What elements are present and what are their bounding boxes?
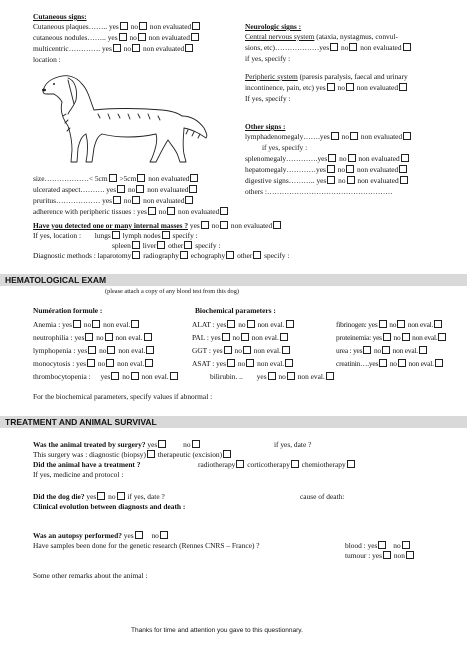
anemia-no-checkbox[interactable] [92,320,100,328]
thanks-footer: Thanks for time and attention you gave to this questionnary. [131,627,303,634]
pal-no-checkbox[interactable] [241,333,249,341]
other-signs-title: Other signs : [245,122,286,131]
digestive-ne-checkbox[interactable] [400,176,408,184]
pns-ne-checkbox[interactable] [399,83,407,91]
lymph-yes-checkbox[interactable] [331,132,339,140]
cns-line1: Central nervous system (ataxia, nystagmus, convul- [245,32,398,41]
pal-yes-checkbox[interactable] [222,333,230,341]
lymphopenia-yes-checkbox[interactable] [88,346,96,354]
fibrinogen-ne-checkbox[interactable] [434,320,442,328]
spleno-yes-checkbox[interactable] [328,154,336,162]
alat-row: ALAT : yes no non eval. [192,320,295,329]
creatinin-row: creatinin….yes no non eval. [336,359,444,368]
pns-line1: Peripheric system (paresis paralysis, faecal and urinary [245,72,408,81]
size-ne-checkbox[interactable] [190,174,198,182]
diagnostic-methods-row: Diagnostic methods : laparotomy radiography echography other specify : [33,251,290,260]
liver-checkbox[interactable] [157,241,165,249]
blood-yes-checkbox[interactable] [378,541,386,549]
proteinemia-ne-checkbox[interactable] [438,333,446,341]
lymphadenomegaly-row: lymphadenomegaly…….yes no non evaluated [245,132,412,141]
lymphopenia-row: lymphopenia : yes no non eval. [33,346,155,355]
surgery-row: Was the animal treated by surgery? yes no [33,440,201,449]
pns-if-yes: If yes, specify : [245,94,291,103]
blood-no-checkbox[interactable] [402,541,410,549]
pal-row: PAL : yes no non eval. [192,333,289,342]
ulcerated-ne-checkbox[interactable] [189,185,197,193]
internal-masses-row: Have you detected one or many internal masses ? yes no non evaluated [33,221,282,230]
surgery-no-checkbox[interactable] [192,440,200,448]
lymph-if-yes: if yes, specify : [262,143,308,152]
pns-line2: incontinence, pain, etc) yes no non evaluated [245,83,408,92]
thrombo-yes-checkbox[interactable] [111,372,119,380]
treatment-section-header: TREATMENT AND ANIMAL SURVIVAL [0,416,467,428]
neurologic-title: Neurologic signs : [245,22,302,31]
echography-checkbox[interactable] [226,251,234,259]
biochem-footer: For the biochemical parameters, specify values if abnormal : [33,392,213,401]
creatinin-no-checkbox[interactable] [398,359,406,367]
asat-ne-checkbox[interactable] [285,359,293,367]
fibrinogen-row: fibrinogen: yes no non eval. [336,320,443,329]
splenomegaly-row: splenomegaly………….yes no non evaluated [245,154,410,163]
alat-ne-checkbox[interactable] [286,320,294,328]
urea-yes-checkbox[interactable] [363,346,371,354]
thrombo-no-checkbox[interactable] [131,372,139,380]
anemia-row: Anemia : yes no non eval. [33,320,140,329]
bilirubin-ne-checkbox[interactable] [326,372,334,380]
ulcerated-no-checkbox[interactable] [136,185,144,193]
bilirubin-no-checkbox[interactable] [287,372,295,380]
plaques-yes-checkbox[interactable] [120,22,128,30]
laparotomy-checkbox[interactable] [132,251,140,259]
fibrinogen-yes-checkbox[interactable] [379,320,387,328]
lymph-no-checkbox[interactable] [350,132,358,140]
cns-if-yes: if yes, specify : [245,54,291,63]
cause-of-death: cause of death: [300,492,345,501]
digestive-no-checkbox[interactable] [347,176,355,184]
pal-ne-checkbox[interactable] [280,333,288,341]
spleno-ne-checkbox[interactable] [401,154,409,162]
thrombo-ne-checkbox[interactable] [170,372,178,380]
nodules-yes-checkbox[interactable] [119,33,127,41]
hepato-no-checkbox[interactable] [346,165,354,173]
lungs-checkbox[interactable] [112,231,120,239]
digestive-row: digestive signs……….. yes no non evaluated [245,176,409,185]
pruritus-ne-checkbox[interactable] [185,196,193,204]
alat-yes-checkbox[interactable] [227,320,235,328]
samples-question: Have samples been done for the genetic research (Rennes CNRS – France) ? [33,541,260,550]
pruritus-yes-checkbox[interactable] [113,196,121,204]
excision-checkbox[interactable] [223,450,231,458]
bilirubin-row: bilirubin. .. yes no non eval. [210,372,335,381]
size-row: size………………< 5cm >5cm non evaluated [33,174,199,183]
other-method-checkbox[interactable] [253,251,261,259]
cutaneous-location: location : [33,55,61,64]
cutaneous-title: Cutaneous signs: [33,12,87,21]
ulcerated-yes-checkbox[interactable] [117,185,125,193]
died-no-checkbox[interactable] [117,492,125,500]
monocytosis-row: monocytosis : yes no non eval. [33,359,154,368]
urea-row: urea : yes no non eval. [336,346,428,355]
asat-no-checkbox[interactable] [246,359,254,367]
lymph-ne-checkbox[interactable] [403,132,411,140]
spleno-no-checkbox[interactable] [348,154,356,162]
pruritus-no-checkbox[interactable] [132,196,140,204]
neutrophilia-yes-checkbox[interactable] [85,333,93,341]
nodules-no-checkbox[interactable] [138,33,146,41]
neutrophilia-row: neutrophilia : yes no non eval. [33,333,153,342]
anemia-yes-checkbox[interactable] [73,320,81,328]
surgery-date: if yes, date ? [274,440,312,449]
proteinemia-no-checkbox[interactable] [402,333,410,341]
died-row: Did the dog die? yes no if yes, date ? [33,492,165,501]
fibrinogen-no-checkbox[interactable] [397,320,405,328]
size-lt5-checkbox[interactable] [109,174,117,182]
urea-no-checkbox[interactable] [382,346,390,354]
radiotherapy-checkbox[interactable] [236,460,244,468]
blood-sample-row: blood : yes no [345,541,411,550]
hemato-note: (please attach a copy of any blood test from this dog) [105,288,239,295]
size-gt5-checkbox[interactable] [137,174,145,182]
clinical-evolution: Clinical evolution between diagnosts and death : [33,502,186,511]
ggt-row: GGT : yes no non eval. [192,346,291,355]
internal-yes-checkbox[interactable] [201,221,209,229]
proteinemia-row: proteinemia: yes no non eval. [336,333,447,342]
surgery-yes-checkbox[interactable] [158,440,166,448]
nodules-ne-checkbox[interactable] [191,33,199,41]
multicentric-ne-checkbox[interactable] [185,44,193,52]
treatment-options-row: radiotherapy corticotherapy chemiotherapy [198,460,356,469]
digestive-yes-checkbox[interactable] [327,176,335,184]
anemia-ne-checkbox[interactable] [131,320,139,328]
adherence-ne-checkbox[interactable] [220,207,228,215]
pruritus-row: pruritus……………… yes no non evaluated [33,196,194,205]
plaques-no-checkbox[interactable] [139,22,147,30]
hepato-yes-checkbox[interactable] [327,165,335,173]
pns-no-checkbox[interactable] [346,83,354,91]
autopsy-row: Was an autopsy performed? yes no [33,531,169,540]
creatinin-ne-checkbox[interactable] [435,359,443,367]
cutaneous-plaques-row: Cutaneous plaques…….. yes no non evaluated [33,22,201,31]
others-row: others :…………………………………………… [245,187,393,196]
cns-ne-checkbox[interactable] [403,43,411,51]
bilirubin-yes-checkbox[interactable] [268,372,276,380]
monocytosis-no-checkbox[interactable] [106,359,114,367]
tumour-sample-row: tumour : yes non [345,551,415,560]
monocytosis-ne-checkbox[interactable] [145,359,153,367]
cutaneous-nodules-row: cutaneous nodules…….. yes no non evaluated [33,33,200,42]
lymph-nodes-checkbox[interactable] [162,231,170,239]
lymphopenia-ne-checkbox[interactable] [146,346,154,354]
hepatomegaly-row: hepatomegaly…………yes no non evaluated [245,165,408,174]
hemato-section-header: HEMATOLOGICAL EXAM [0,274,467,286]
biochem-title: Biochemical parameters : [195,306,276,315]
adherence-yes-checkbox[interactable] [148,207,156,215]
autopsy-no-checkbox[interactable] [160,531,168,539]
autopsy-yes-checkbox[interactable] [135,531,143,539]
cns-yes-checkbox[interactable] [330,43,338,51]
corticotherapy-checkbox[interactable] [291,460,299,468]
neutrophilia-ne-checkbox[interactable] [144,333,152,341]
medicine-protocol: If yes, medicine and protocol : [33,470,124,479]
monocytosis-yes-checkbox[interactable] [87,359,95,367]
other-remarks: Some other remarks about the animal : [33,571,148,580]
adherence-no-checkbox[interactable] [167,207,175,215]
creatinin-yes-checkbox[interactable] [379,359,387,367]
asat-yes-checkbox[interactable] [227,359,235,367]
chemiotherapy-checkbox[interactable] [347,460,355,468]
biopsy-checkbox[interactable] [147,450,155,458]
surgery-type-row: This surgery was : diagnostic (biopsy) therapeutic (excision) [33,450,232,459]
ulcerated-row: ulcerated aspect………. yes no non evaluated [33,185,198,194]
thrombocytopenia-row: thrombocytopenia : yes no non eval. [33,372,179,381]
died-yes-checkbox[interactable] [97,492,105,500]
lymphopenia-no-checkbox[interactable] [107,346,115,354]
internal-organs-row: spleen liver other specify : [112,241,221,250]
alat-no-checkbox[interactable] [247,320,255,328]
cns-no-checkbox[interactable] [349,43,357,51]
cns-line2: sions, etc)………………yes no non evaluated [245,43,412,52]
ggt-ne-checkbox[interactable] [282,346,290,354]
numeration-title: Numération formule : [33,306,103,315]
tumour-no-checkbox[interactable] [406,551,414,559]
neutrophilia-no-checkbox[interactable] [105,333,113,341]
radiography-checkbox[interactable] [180,251,188,259]
internal-no-checkbox[interactable] [220,221,228,229]
ggt-no-checkbox[interactable] [243,346,251,354]
internal-location-row: If yes, location : lungs lymph nodes specify : [33,231,198,240]
asat-row: ASAT : yes no non eval. [192,359,294,368]
multicentric-no-checkbox[interactable] [132,44,140,52]
tumour-yes-checkbox[interactable] [383,551,391,559]
cutaneous-multicentric-row: multicentric…………. yes no non evaluated [33,44,194,53]
other-organ-checkbox[interactable] [184,241,192,249]
ggt-yes-checkbox[interactable] [224,346,232,354]
urea-ne-checkbox[interactable] [419,346,427,354]
adherence-row: adherence with peripheric tissues : yes no non evaluated [33,207,229,216]
treatment-row: Did the animal have a treatment ? [33,460,141,469]
proteinemia-yes-checkbox[interactable] [383,333,391,341]
plaques-ne-checkbox[interactable] [192,22,200,30]
dog-illustration [38,70,213,170]
internal-ne-checkbox[interactable] [273,221,281,229]
spleen-checkbox[interactable] [132,241,140,249]
hepato-ne-checkbox[interactable] [399,165,407,173]
pns-yes-checkbox[interactable] [327,83,335,91]
multicentric-yes-checkbox[interactable] [113,44,121,52]
